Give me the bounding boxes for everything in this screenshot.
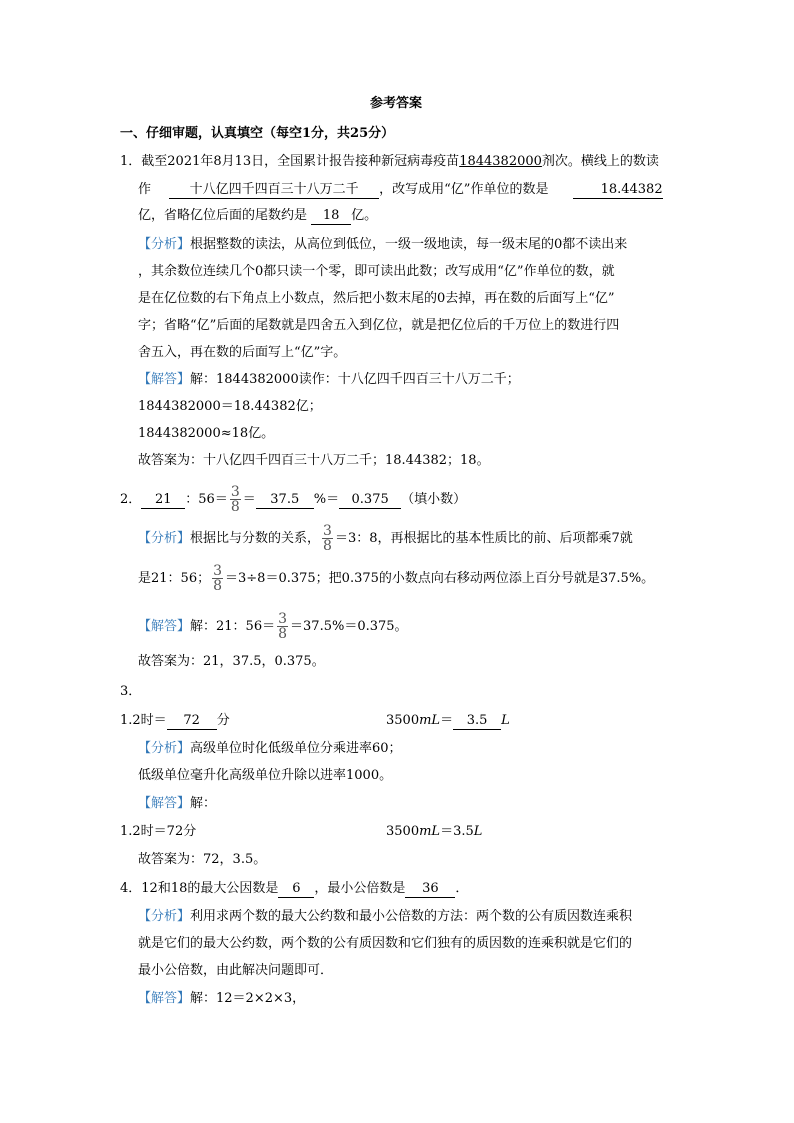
- analysis-text: ＝3÷8＝0.375；把0.375的小数点向右移动两位添上百分号就是37.5%。: [225, 571, 655, 586]
- q4-text: 12和18的最大公因数是: [141, 881, 279, 896]
- q1-answer-blank-2: 18.44382: [573, 182, 663, 199]
- q3-text: 3500: [386, 713, 420, 728]
- q1-line1: [120, 153, 659, 171]
- q1-analysis-line3: 是在亿位数的右下角点上小数点，然后把小数末尾的0去掉，再在数的后面写上“亿”: [138, 291, 615, 306]
- q2-answer-blank-3: 0.375: [339, 492, 401, 509]
- q2-answer-blank-1: 21: [141, 492, 185, 509]
- q3-solution-line2-left: 1.2时＝72分: [120, 824, 197, 839]
- analysis-tag: 【分析】: [138, 237, 191, 252]
- fraction-denominator: 8: [278, 626, 288, 642]
- q1-analysis-line5: 舍五入，再在数的后面写上“亿”字。: [138, 345, 347, 360]
- solution-text: ＝3.5: [440, 824, 474, 839]
- q3-text: 1.2时＝: [120, 713, 167, 728]
- q2-text: ：56＝: [185, 492, 228, 507]
- q2-solution-line2: 故答案为：21，37.5，0.375。: [138, 654, 325, 669]
- q1-line3: [138, 207, 377, 225]
- page-title: 参考答案: [370, 96, 423, 111]
- fraction-3-8: [277, 612, 288, 641]
- q1-line2: [138, 181, 663, 199]
- q1-text: 截至2021年8月13日，全国累计报告接种新冠病毒疫苗: [141, 154, 460, 169]
- q3-answer-blank-2: 3.5: [453, 713, 501, 730]
- analysis-tag: 【分析】: [138, 531, 191, 546]
- solution-tag: 【解答】: [138, 796, 191, 811]
- q4-text: ，最小公倍数是: [314, 881, 406, 896]
- q3-line1-left: [120, 712, 230, 730]
- analysis-text: 根据整数的读法，从高位到低位，一级一级地读，每一级末尾的0都不读出来: [190, 237, 628, 252]
- fraction-3-8: [230, 485, 241, 514]
- analysis-text: ＝3：8，再根据比的基本性质比的前、后项都乘7就: [334, 531, 633, 546]
- solution-tag: 【解答】: [138, 991, 191, 1006]
- analysis-text: 是21：56；: [138, 571, 211, 586]
- fraction-numerator: 3: [213, 563, 223, 579]
- q1-number: 1．: [120, 154, 142, 169]
- q4-number: 4．: [120, 881, 142, 896]
- analysis-text: 利用求两个数的最大公约数和最小公倍数的方法：两个数的公有质因数连乘积: [190, 909, 633, 924]
- q3-number: 3．: [120, 684, 142, 699]
- q1-analysis-line2: ，其余数位连续几个0都只读一个零，即可读出此数；改写成用“亿”作单位的数，就: [138, 264, 615, 279]
- q2-answer-blank-2: 37.5: [256, 492, 314, 509]
- solution-text: 3500: [386, 824, 420, 839]
- fraction-denominator: 8: [213, 578, 223, 594]
- q2-line: [120, 485, 466, 515]
- q4-analysis-line1: [138, 908, 632, 926]
- fraction-denominator: 8: [323, 538, 332, 554]
- q2-solution-line1: [138, 612, 408, 642]
- q3-unit: L: [473, 824, 483, 839]
- solution-text: 解：12＝2×2×3，: [190, 991, 306, 1006]
- q1-solution-line4: 故答案为：十八亿四千四百三十八万二千；18.44382；18。: [138, 453, 490, 468]
- q3-line1-right: [386, 712, 510, 730]
- q3-unit: L: [501, 713, 510, 728]
- q1-answer-blank-1: 十八亿四千四百三十八万二千: [169, 182, 379, 199]
- q4-text: ．: [455, 881, 469, 896]
- q2-text: （填小数）: [401, 492, 467, 507]
- q3-unit: mL: [419, 713, 441, 728]
- q1-analysis-line4: 字；省略“亿”后面的尾数就是四舍五入到亿位，就是把亿位后的千万位上的数进行四: [138, 318, 620, 333]
- q4-answer-blank-2: 36: [405, 881, 455, 898]
- solution-text: ＝37.5%＝0.375。: [290, 619, 408, 634]
- q1-text: 剂次。横线上的数读: [541, 154, 659, 169]
- fraction-numerator: 3: [278, 611, 288, 627]
- q1-text: ，改写成用“亿”作单位的数是: [379, 182, 549, 197]
- fraction-3-8: [322, 524, 333, 553]
- solution-text: 解：1844382000读作：十八亿四千四百三十八万二千；: [190, 372, 520, 387]
- q3-analysis-line2: 低级单位毫升化高级单位升除以进率1000。: [138, 768, 393, 783]
- q3-solution-line3: 故答案为：72，3.5。: [138, 852, 267, 867]
- solution-tag: 【解答】: [138, 619, 191, 634]
- solution-text: 解：21：56＝: [190, 619, 276, 634]
- section-heading: 一、仔细审题，认真填空（每空1分，共25分）: [120, 126, 395, 141]
- q3-text: 分: [216, 713, 230, 728]
- q1-analysis-line1: [138, 236, 627, 254]
- q1-solution-line1: [138, 371, 520, 389]
- q3-answer-blank-1: 72: [167, 713, 217, 730]
- fraction-numerator: 3: [230, 484, 240, 500]
- analysis-text: 根据比与分数的关系，: [190, 531, 321, 546]
- fraction-3-8: [212, 564, 223, 593]
- q1-text: 作: [138, 182, 152, 197]
- q3-text: ＝: [440, 713, 454, 728]
- q4-answer-blank-1: 6: [278, 881, 314, 898]
- q1-text: 亿。: [351, 208, 378, 223]
- q3-solution-line2-right: [386, 823, 482, 841]
- q1-text: 亿，省略亿位后面的尾数约是: [138, 208, 308, 223]
- q1-underlined-number: 1844382000: [459, 154, 542, 169]
- analysis-tag: 【分析】: [138, 741, 191, 756]
- solution-text: 解：: [190, 796, 217, 811]
- q2-text: ＝: [242, 492, 256, 507]
- q4-analysis-line2: 就是它们的最大公约数，两个数的公有质因数和它们独有的质因数的连乘积就是它们的: [138, 936, 633, 951]
- analysis-tag: 【分析】: [138, 909, 191, 924]
- q4-solution-line1: [138, 990, 305, 1008]
- analysis-text: 高级单位时化低级单位分乘进率60；: [190, 741, 402, 756]
- solution-tag: 【解答】: [138, 372, 191, 387]
- q4-analysis-line3: 最小公倍数，由此解决问题即可．: [138, 963, 334, 978]
- q2-number: 2．: [120, 492, 142, 507]
- fraction-numerator: 3: [323, 523, 332, 539]
- q2-analysis-line2: [138, 564, 654, 594]
- q3-analysis-line1: [138, 740, 402, 758]
- q1-solution-line3: 1844382000≈18亿。: [138, 426, 275, 441]
- q1-solution-line2: 1844382000＝18.44382亿；: [138, 399, 322, 414]
- q2-analysis-line1: [138, 524, 633, 554]
- q2-text: %＝: [313, 492, 340, 507]
- fraction-denominator: 8: [230, 499, 240, 515]
- q3-solution-line1: [138, 795, 216, 813]
- q3-unit: mL: [419, 824, 441, 839]
- q4-line: [120, 880, 468, 898]
- q1-answer-blank-3: 18: [311, 208, 351, 225]
